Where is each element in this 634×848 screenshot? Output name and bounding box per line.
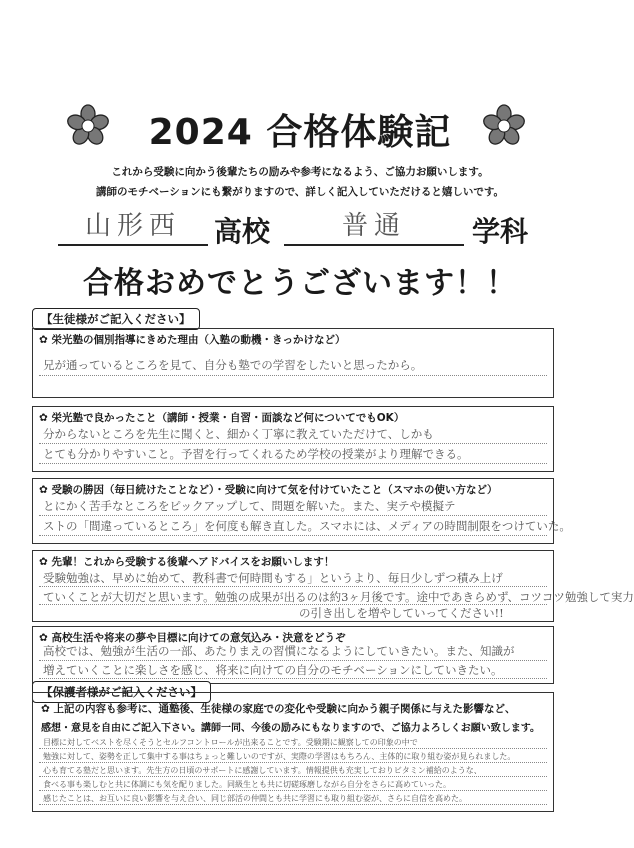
question-box-aspirations [32, 626, 554, 684]
answer-line[interactable]: 受験勉強は、早めに始めて、教科書で何時間もする」というより、毎日少しずつ積み上げ [43, 571, 503, 585]
parent-instruction: ✿ 上記の内容も参考に、通塾後、生徒様の家庭での変化や受験に向かう親子関係に与えた影響など、 [41, 703, 516, 715]
school-name-field[interactable] [58, 210, 208, 246]
school-name-value: 山形西 [84, 211, 181, 241]
sakura-flower-icon [66, 104, 110, 148]
parent-comment-box [32, 692, 554, 812]
answer-line[interactable]: とても分かりやすいこと。予習を行ってくれるため学校の授業がより理解できる。 [43, 447, 469, 461]
answer-line[interactable]: 分からないところを先生に聞くと、細かく丁寧に教えていただけて、しかも [43, 427, 434, 441]
question-prompt: ✿ 栄光塾の個別指導にきめた理由（入塾の動機・きっかけなど） [39, 334, 346, 346]
question-box-advice [32, 550, 634, 622]
student-section-label: 【生徒様がご記入ください】 [32, 308, 200, 330]
question-box-reason [32, 328, 554, 398]
answer-line[interactable]: ていくことが大切だと思います。勉強の成果が出るのは約3ヶ月後です。途中であきらめず、コツコツ勉強して実力 [43, 590, 634, 604]
parent-answer-line[interactable]: 勉強に対して、姿勢を正して集中する事はちょっと難しいのですが、実際の学習はもちろん、主体的に取り組む姿が見られました。 [43, 752, 516, 761]
parent-section-label: 【保護者様がご記入ください】 [32, 681, 211, 703]
department-field[interactable] [284, 210, 464, 246]
intro-text: これから受験に向かう後輩たちの励みや参考になるよう、ご協力お願いします。 [111, 166, 489, 178]
answer-line[interactable]: 兄が通っているところを見て、自分も塾での学習をしたいと思ったから。 [43, 358, 423, 372]
answer-line[interactable]: とにかく苦手なところをピックアップして、問題を解いた。また、実テや模擬テ [43, 499, 456, 513]
question-prompt: ✿ 高校生活や将来の夢や目標に向けての意気込み・決意をどうぞ [39, 632, 346, 644]
parent-answer-line[interactable]: 食べる事も楽しむと共に体調にも気を配りました。同級生とも共に切磋琢磨しながら自分をさらに高めていった。 [43, 780, 451, 789]
parent-answer-line[interactable]: 感じたことは、お互いに良い影響を与え合い、同じ部活の仲間とも共に学習にも取り組む姿が、さらに自信を高めた。 [43, 794, 467, 803]
question-prompt: ✿ 栄光塾で良かったこと（講師・授業・自習・面談など何についてでもOK） [39, 412, 405, 424]
question-prompt: ✿ 受験の勝因（毎日続けたことなど）・受験に向けて気を付けていたこと（スマホの使い方など） [39, 484, 498, 496]
answer-line[interactable]: 高校では、勉強が生活の一部、あたりまえの習慣になるようにしていきたい。また、知識が [43, 644, 515, 658]
department-suffix-label: 学科 [472, 215, 529, 248]
parent-answer-line[interactable]: 心も育てる塾だと思います。先生方の日頃のサポートに感謝しています。情報提供も充実しておりビタミン補給のような、 [43, 766, 482, 775]
congratulations-heading: 合格おめでとうございます！！ [83, 266, 517, 301]
question-box-good-points [32, 406, 554, 472]
sakura-flower-icon [482, 104, 526, 148]
question-box-success-factors [32, 478, 571, 544]
answer-line[interactable]: の引き出しを増やしていってください!! [299, 606, 504, 620]
intro-text: 講師のモチベーションにも繋がりますので、詳しく記入していただけると嬉しいです。 [95, 186, 505, 198]
answer-line[interactable]: ストの「間違っているところ」を何度も解き直した。スマホには、メディアの時間制限をつけていた。 [43, 519, 571, 533]
school-row [58, 208, 548, 250]
parent-answer-line[interactable]: 目標に対してベストを尽くそうとセルフコントロールが出来ることです。受験期に観察しての印象の中で [43, 738, 418, 747]
school-suffix-label: 高校 [214, 215, 271, 248]
department-value: 普通 [341, 211, 406, 241]
question-prompt: ✿ 先輩！これから受験する後輩へアドバイスをお願いします！ [39, 556, 335, 568]
parent-instruction: 感想・意見を自由にご記入下さい。講師一同、今後の励みにもなりますので、ご協力よろしくお願い致します。 [41, 723, 540, 734]
answer-line[interactable]: 増えていくことに楽しさを感じ、将来に向けての自分のモチベーションにしていきたい。 [43, 663, 503, 677]
page-title: 2024 合格体験記 [148, 112, 452, 153]
